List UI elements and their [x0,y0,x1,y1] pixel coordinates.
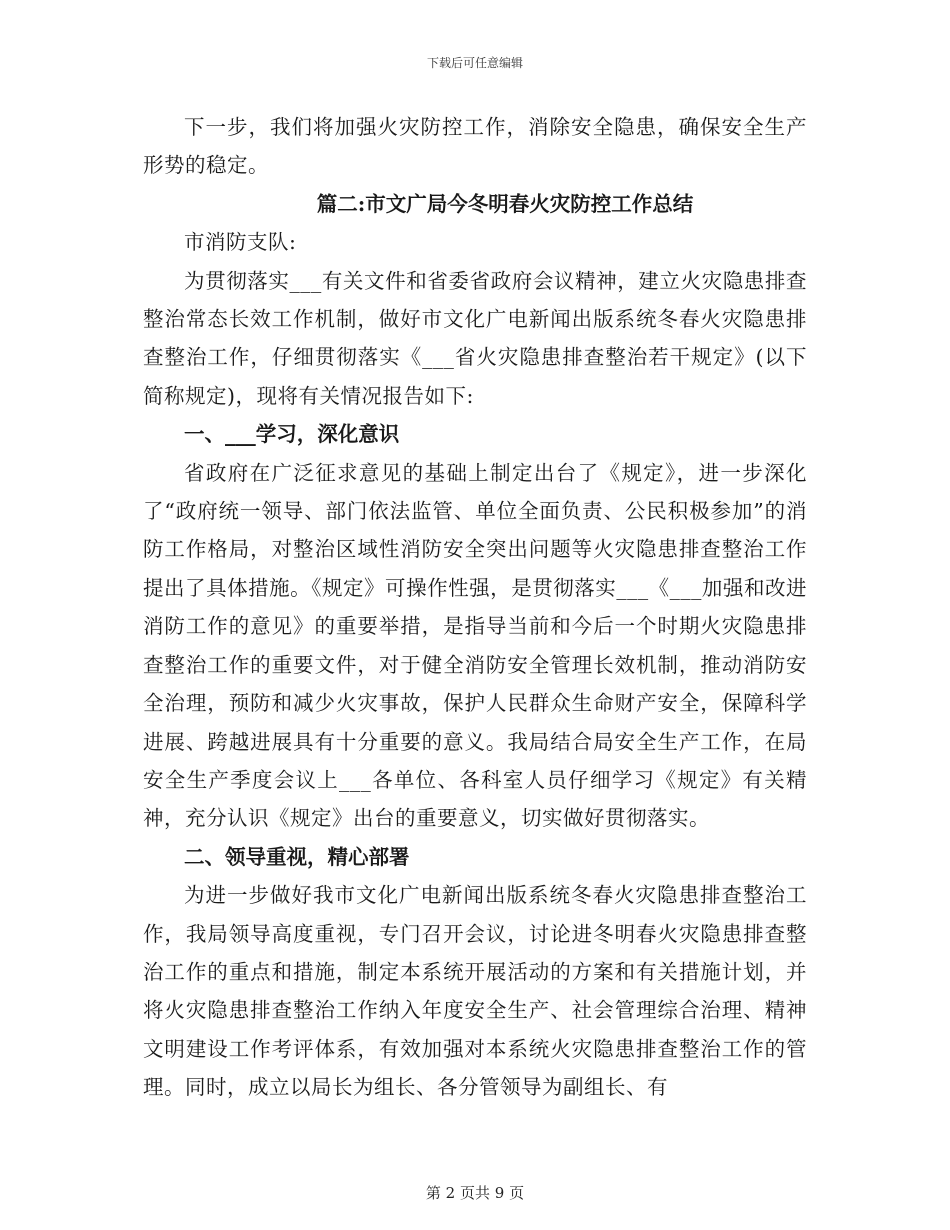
heading-two: 二、领导重视，精心部署 [184,844,410,869]
heading-one: 一、___学习，深化意识 [184,422,400,447]
page-header: 下载后可任意编辑 [426,56,523,70]
section-title: 篇二:市文广局今冬明春火灾防控工作总结 [316,191,694,216]
document-body [143,108,807,1107]
paragraph-study: 省政府在广泛征求意见的基础上制定出台了《规定》，进一步深化了“政府统一领导、部门依法监管、单位全面负责、公民积极参加”的消防工作格局，对整治区域性消防安全突出问题等火灾隐患排查整治工作提出了具体措施。《规定》可操作性强，是贯彻落实___《___加强和改进消防工作的意见》的重要举措，是指导当前和今后一个时期火灾隐患排查整治工作的重要文件，对于健全消防安全管理长效机制，推动消防安全治理，预防和减少火灾事故，保护人民群众生命财产安全，保障科学进展、跨越进展具有十分重要的意义。我局结合局安全生产工作，在局安全生产季度会议上___各单位、各科室人员仔细学习《规定》有关精神，充分认识《规定》出台的重要意义，切实做好贯彻落实。 [143,460,807,831]
page-footer: 第 2 页共 9 页 [425,1184,525,1202]
salutation: 市消防支队: [184,230,297,255]
paragraph-closing: 下一步，我们将加强火灾防控工作，消除安全隐患，确保安全生产形势的稳定。 [143,115,807,178]
paragraph-leadership: 为进一步做好我市文化广电新闻出版系统冬春火灾隐患排查整治工作，我局领导高度重视，专门召开会议，讨论进冬明春火灾隐患排查整治工作的重点和措施，制定本系统开展活动的方案和有关措施计划，并将火灾隐患排查整治工作纳入年度安全生产、社会管理综合治理、精神文明建设工作考评体系，有效加强对本系统火灾隐患排查整治工作的管理。同时，成立以局长为组长、各分管领导为副组长、有 [143,883,807,1100]
paragraph-intro: 为贯彻落实___有关文件和省委省政府会议精神，建立火灾隐患排查整治常态长效工作机制，做好市文化广电新闻出版系统冬春火灾隐患排查整治工作，仔细贯彻落实《___省火灾隐患排查整治若干规定》(以下简称规定)，现将有关情况报告如下: [143,268,807,408]
